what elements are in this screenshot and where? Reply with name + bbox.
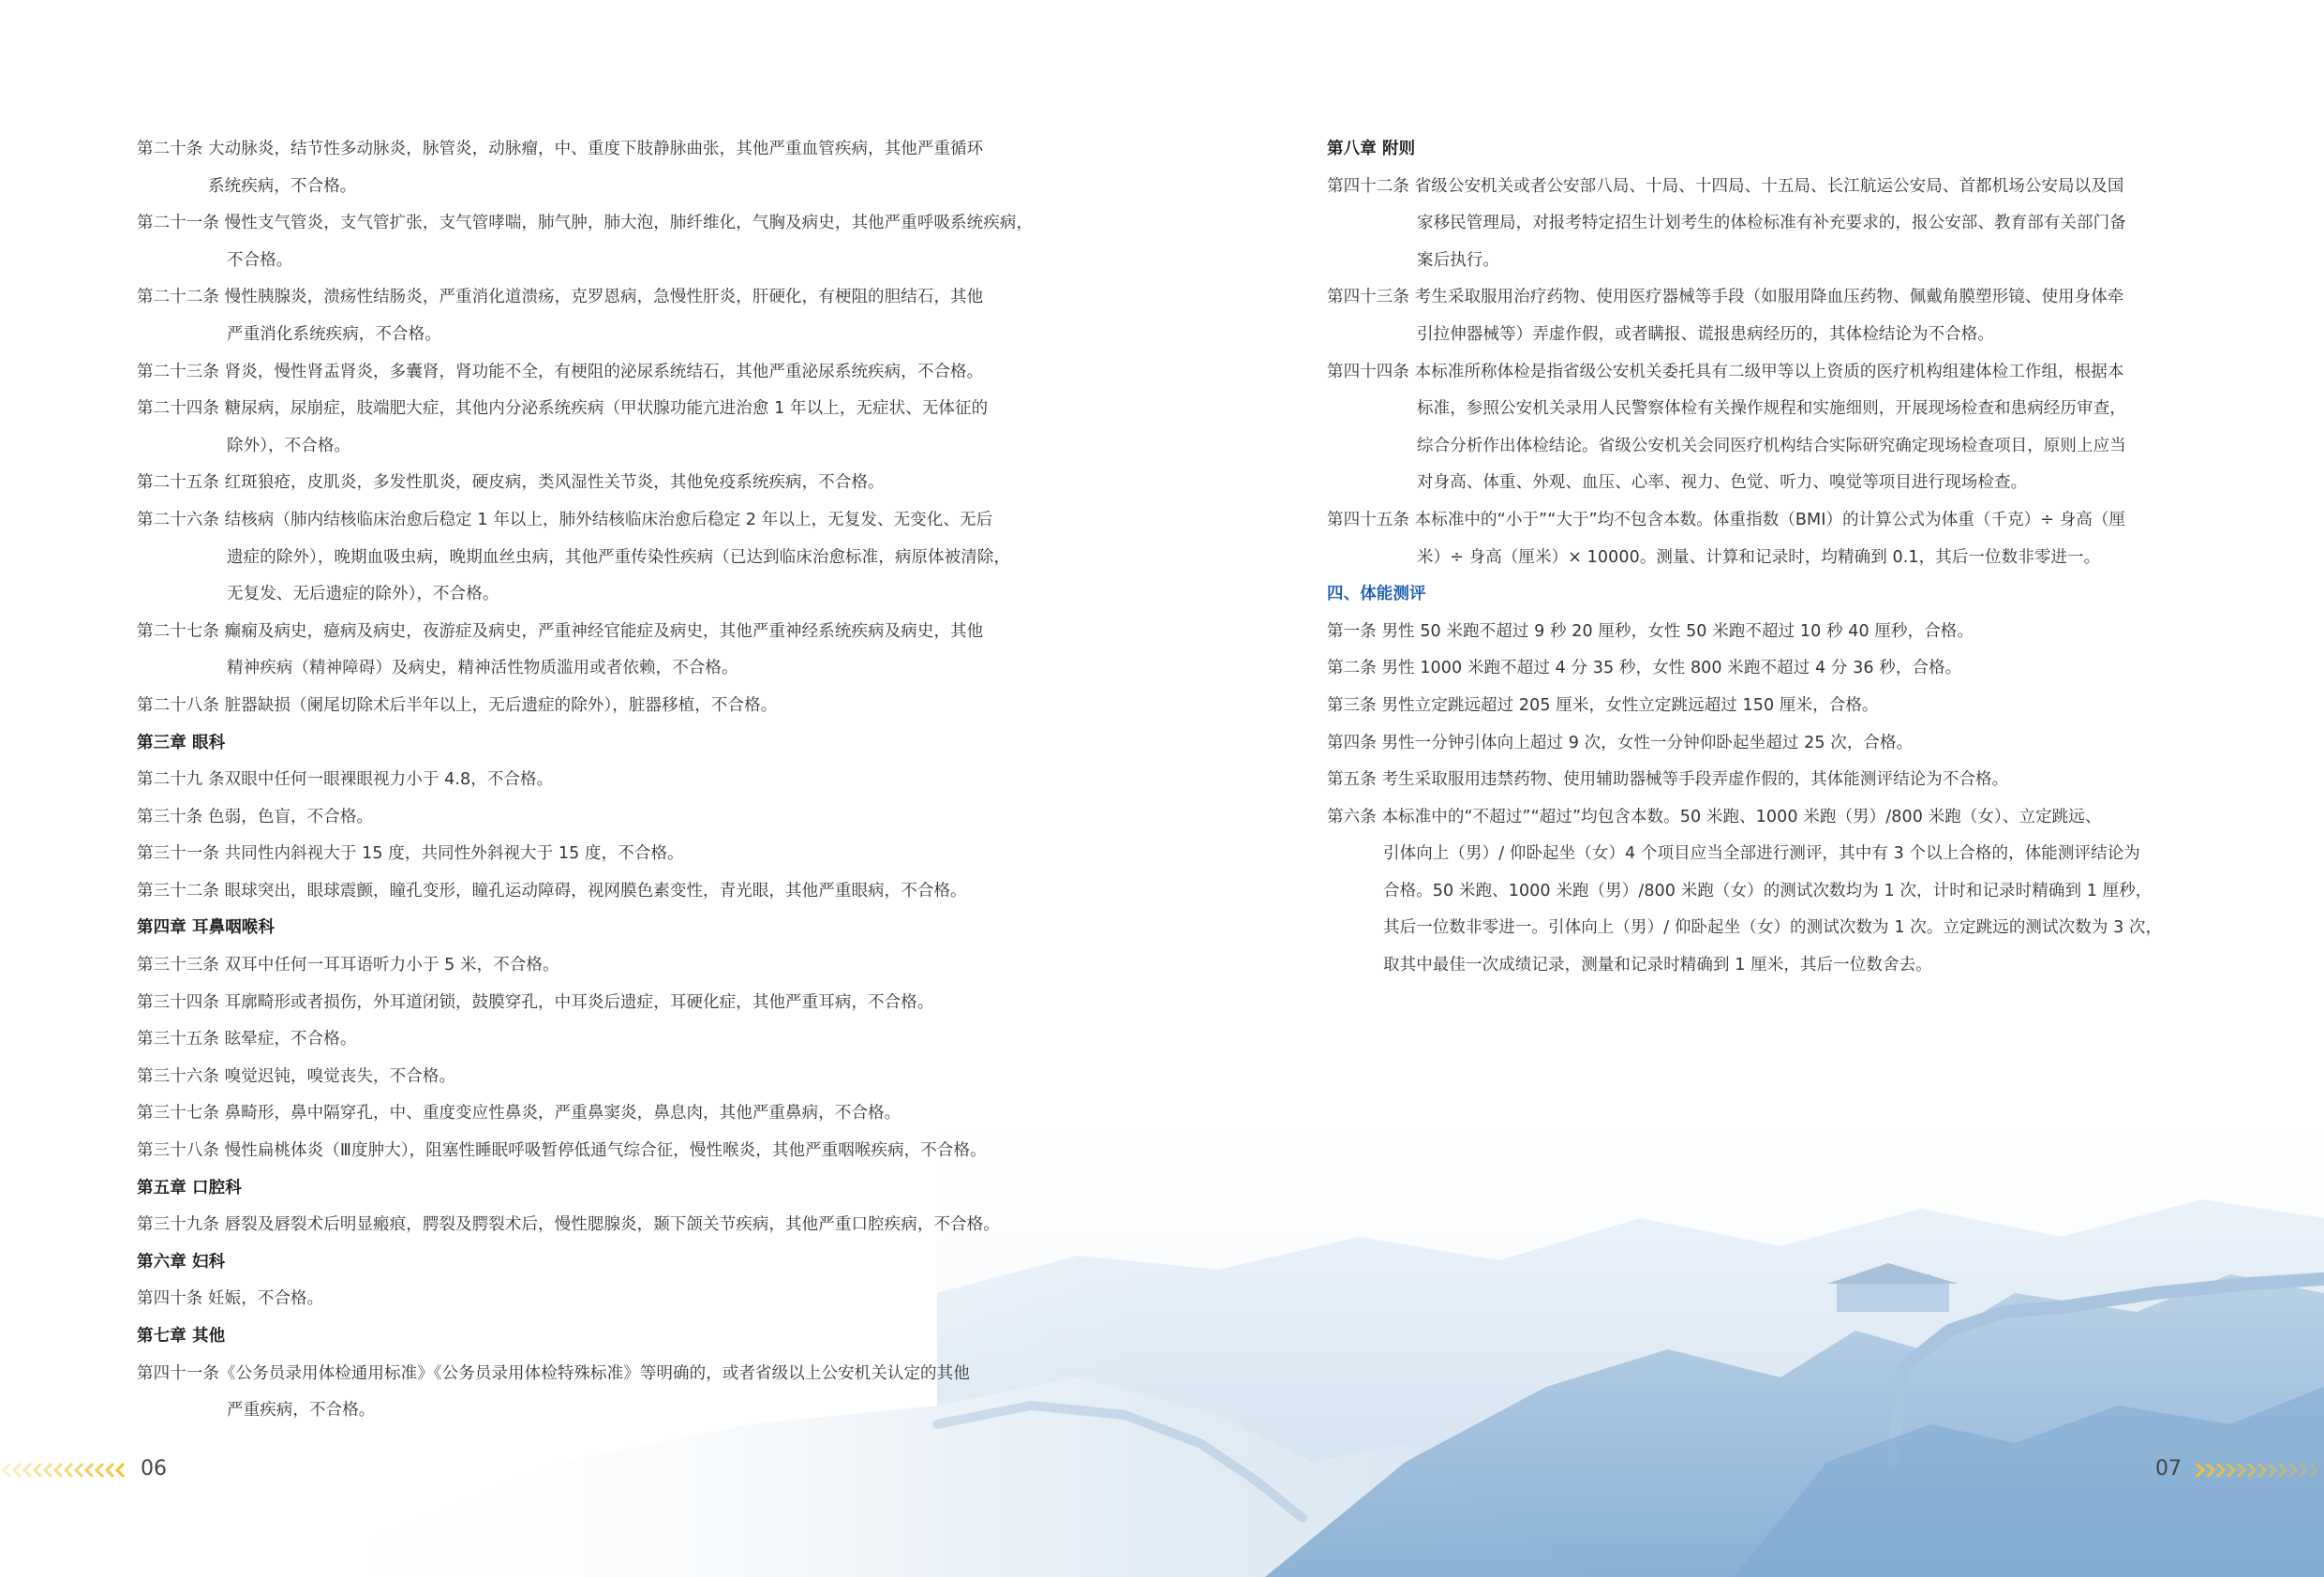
chevron-icon (2279, 1464, 2286, 1477)
article-line: 第四十四条 本标准所称体检是指省级公安机关委托具有二级甲等以上资质的医疗机构组建体检工作组，根据本 (1327, 362, 2124, 381)
right-page-text (1327, 131, 2189, 985)
left-chevron-decoration-icon (0, 1460, 131, 1480)
chevron-icon (45, 1464, 52, 1477)
article-line: 第二十三条 肾炎，慢性肾盂肾炎，多囊肾，肾功能不全，有梗阻的泌尿系统结石，其他严重泌尿系统疾病，不合格。 (137, 362, 984, 381)
article-line: 第四十一条《公务员录用体检通用标准》《公务员录用体检特殊标准》等明确的，或者省级以上公安机关认定的其他 (137, 1363, 970, 1383)
article-line: 标准，参照公安机关录用人民警察体检有关操作规程和实施细则，开展现场检查和患病经历审查， (1417, 399, 2126, 419)
article-line: 精神疾病（精神障碍）及病史，精神活性物质滥用或者依赖，不合格。 (227, 659, 738, 678)
chevron-icon (55, 1464, 62, 1477)
article-line: 家移民管理局，对报考特定招生计划考生的体检标准有补充要求的，报公安部、教育部有关部门备 (1417, 214, 2126, 233)
chevron-icon (2258, 1464, 2265, 1477)
chevron-icon (107, 1464, 113, 1477)
article-line: 第二十二条 慢性胰腺炎，溃疡性结肠炎，严重消化道溃疡，克罗恩病，急慢性肝炎，肝硬化，有梗阻的胆结石，其他 (137, 288, 984, 307)
chevron-icon (14, 1464, 21, 1477)
chevron-icon (2269, 1464, 2275, 1477)
article-line: 第三条 男性立定跳远超过 205 厘米，女性立定跳远超过 150 厘米，合格。 (1327, 695, 1879, 715)
article-line: 第四十五条 本标准中的“小于”“大于”均不包含本数。体重指数（BMI）的计算公式为体重（千克）÷ 身高（厘 (1327, 510, 2126, 529)
article-line: 系统疾病，不合格。 (208, 176, 357, 196)
article-line: 第二十七条 癫痫及病史，癔病及病史，夜游症及病史，严重神经官能症及病史，其他严重神经系统疾病及病史，其他 (137, 621, 984, 641)
article-line: 严重疾病，不合格。 (227, 1401, 376, 1421)
chevron-icon (2217, 1464, 2224, 1477)
chevron-icon (2207, 1464, 2213, 1477)
article-line: 第二十条 大动脉炎，结节性多动脉炎，脉管炎，动脉瘤，中、重度下肢静脉曲张，其他严重血管疾病，其他严重循环 (137, 140, 984, 158)
chevron-icon (24, 1464, 31, 1477)
article-line: 第二十六条 结核病（肺内结核临床治愈后稳定 1 年以上，肺外结核临床治愈后稳定 2 年以上，无复发、无变化、无后 (137, 510, 993, 529)
chevron-icon (2300, 1464, 2306, 1477)
chevron-icon (86, 1464, 93, 1477)
article-line: 第二十八条 脏器缺损（阑尾切除术后半年以上，无后遗症的除外），脏器移植，不合格。 (137, 695, 778, 715)
article-line: 第二十九 条双眼中任何一眼裸眼视力小于 4.8，不合格。 (137, 770, 554, 790)
chevron-icon (2289, 1464, 2296, 1477)
right-chevron-decoration-icon (2193, 1460, 2324, 1480)
article-line: 第六条 本标准中的“不超过”“超过”均包含本数。50 米跑、1000 米跑（男）/800 米跑（女）、立定跳远、 (1327, 807, 2102, 826)
article-line: 取其中最佳一次成绩记录，测量和记录时精确到 1 厘米，其后一位数舍去。 (1383, 956, 1932, 975)
article-line: 第三十四条 耳廓畸形或者损伤，外耳道闭锁，鼓膜穿孔，中耳炎后遗症，耳硬化症，其他严重耳病，不合格。 (137, 992, 934, 1012)
section-heading: 第七章 其他 (137, 1327, 226, 1346)
article-line: 第四条 男性一分钟引体向上超过 9 次，女性一分钟仰卧起坐超过 25 次，合格。 (1327, 733, 1914, 752)
article-line: 第四十二条 省级公安机关或者公安部八局、十局、十四局、十五局、长江航运公安局、首都机场公安局以及国 (1327, 176, 2124, 196)
right-page-number: 07 (2155, 1457, 2182, 1480)
article-line: 严重消化系统疾病，不合格。 (227, 324, 441, 344)
article-line: 第三十五条 眩晕症，不合格。 (137, 1030, 357, 1049)
chevron-icon (2197, 1464, 2203, 1477)
section-heading: 第四章 耳鼻咽喉科 (137, 918, 275, 938)
article-line: 第三十六条 嗅觉迟钝，嗅觉丧失，不合格。 (137, 1066, 456, 1086)
article-line: 第五条 考生采取服用违禁药物、使用辅助器械等手段弄虚作假的，其体能测评结论为不合格。 (1327, 770, 2009, 790)
chevron-icon (97, 1464, 103, 1477)
section-heading: 第三章 眼科 (137, 733, 226, 752)
chevron-icon (35, 1464, 41, 1477)
article-line: 除外），不合格。 (227, 436, 351, 455)
article-line: 第四十三条 考生采取服用治疗药物、使用医疗器械等手段（如服用降血压药物、佩戴角膜塑形镜、使用身体牵 (1327, 288, 2124, 307)
section-heading: 第八章 附则 (1327, 140, 1416, 158)
article-line: 不合格。 (227, 250, 293, 270)
article-line: 第二十五条 红斑狼疮，皮肌炎，多发性肌炎，硬皮病，类风湿性关节炎，其他免疫系统疾病，不合格。 (137, 473, 885, 493)
section-heading: 第五章 口腔科 (137, 1178, 242, 1198)
chevron-icon (2227, 1464, 2234, 1477)
left-page-number: 06 (141, 1457, 167, 1480)
chevron-icon (76, 1464, 82, 1477)
article-line: 综合分析作出体检结论。省级公安机关会同医疗机构结合实际研究确定现场检查项目，原则上应当 (1417, 436, 2126, 455)
article-line: 第三十条 色弱，色盲，不合格。 (137, 807, 374, 826)
article-line: 第三十七条 鼻畸形，鼻中隔穿孔，中、重度变应性鼻炎，严重鼻窦炎，鼻息肉，其他严重鼻病，不合格。 (137, 1104, 901, 1123)
article-line: 第二十四条 糖尿病，尿崩症，肢端肥大症，其他内分泌系统疾病（甲状腺功能亢进治愈 1 年以上，无症状、无体征的 (137, 399, 989, 419)
chevron-icon (4, 1464, 10, 1477)
section-heading: 四、体能测评 (1327, 585, 1426, 604)
article-line: 米）÷ 身高（厘米）× 10000。测量、计算和记录时，均精确到 0.1，其后一位数非零进一。 (1417, 547, 2101, 567)
article-line: 第三十三条 双耳中任何一耳耳语听力小于 5 米，不合格。 (137, 956, 559, 975)
article-line: 第四十条 妊娠，不合格。 (137, 1289, 324, 1309)
article-line: 无复发、无后遗症的除外），不合格。 (227, 585, 499, 604)
article-line: 引体向上（男）/ 仰卧起坐（女）4 个项目应当全部进行测评，其中有 3 个以上合格的，体能测评结论为 (1383, 844, 2140, 864)
section-heading: 第六章 妇科 (137, 1252, 226, 1272)
chevron-icon (66, 1464, 72, 1477)
article-line: 其后一位数非零进一。引体向上（男）/ 仰卧起坐（女）的测试次数为 1 次。立定跳远的测试次数为 3 次， (1383, 918, 2163, 938)
article-line: 第一条 男性 50 米跑不超过 9 秒 20 厘秒，女性 50 米跑不超过 10 秒 40 厘秒，合格。 (1327, 621, 1974, 641)
article-line: 引拉伸器械等）弄虚作假，或者瞒报、谎报患病经历的，其体检结论为不合格。 (1417, 324, 1994, 344)
chevron-icon (2310, 1464, 2317, 1477)
article-line: 第三十一条 共同性内斜视大于 15 度，共同性外斜视大于 15 度，不合格。 (137, 844, 684, 864)
article-line: 案后执行。 (1417, 250, 1499, 270)
article-line: 第三十八条 慢性扁桃体炎（Ⅲ度肿大），阻塞性睡眠呼吸暂停低通气综合征，慢性喉炎，其他严重咽喉疾病，不合格。 (137, 1141, 987, 1161)
article-line: 第三十二条 眼球突出，眼球震颤，瞳孔变形，瞳孔运动障碍，视网膜色素变性，青光眼，其他严重眼病，不合格。 (137, 881, 967, 900)
chevron-icon (117, 1464, 124, 1477)
article-line: 合格。50 米跑、1000 米跑（男）/800 米跑（女）的测试次数均为 1 次，计时和记录时精确到 1 厘秒， (1383, 881, 2153, 900)
article-line: 遗症的除外），晚期血吸虫病，晚期血丝虫病，其他严重传染性疾病（已达到临床治愈标准，病原体被清除， (227, 547, 1011, 567)
article-line: 第二十一条 慢性支气管炎，支气管扩张，支气管哮喘，肺气肿，肺大泡，肺纤维化，气胸及病史，其他严重呼吸系统疾病， (137, 214, 1034, 233)
article-line: 对身高、体重、外观、血压、心率、视力、色觉、听力、嗅觉等项目进行现场检查。 (1417, 473, 2028, 493)
chevron-icon (2248, 1464, 2255, 1477)
article-line: 第二条 男性 1000 米跑不超过 4 分 35 秒，女性 800 米跑不超过 4 分 36 秒，合格。 (1327, 659, 1962, 678)
article-line: 第三十九条 唇裂及唇裂术后明显瘢痕，腭裂及腭裂术后，慢性腮腺炎，颞下颌关节疾病，其他严重口腔疾病，不合格。 (137, 1215, 1000, 1235)
left-page-text (137, 131, 1034, 1430)
chevron-icon (2238, 1464, 2244, 1477)
